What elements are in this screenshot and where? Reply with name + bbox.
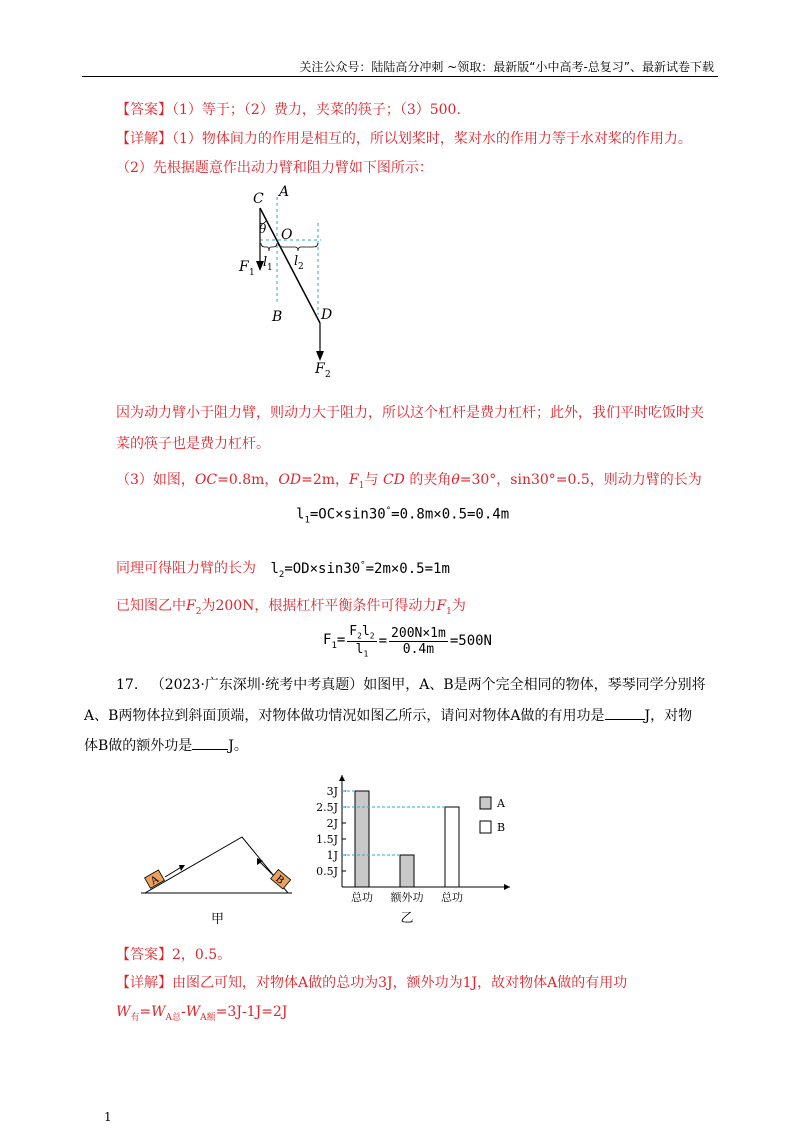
eq-w: W — [116, 1004, 131, 1020]
formula-l2-body: =OD×sin30 — [284, 560, 361, 577]
answer-blank-2[interactable] — [192, 749, 228, 750]
q17-answer-text: 2，0.5。 — [172, 947, 232, 963]
eq-you: 有 — [130, 1012, 140, 1023]
formula-l1-result: =0.8m×0.5=0.4m — [391, 506, 510, 523]
page-number: 1 — [104, 1110, 112, 1124]
y-tick-label: 3J — [326, 785, 338, 798]
label-c: C — [253, 191, 264, 207]
known-f2-sub: 2 — [195, 606, 202, 617]
work-bar-chart — [300, 770, 530, 930]
formula-l1-deg: ° — [385, 506, 392, 516]
y-tick-label: 1J — [326, 849, 338, 862]
q17-source: （2023·广东深圳·统考中考真题） — [150, 677, 364, 693]
part3-oc: OC — [194, 472, 218, 488]
header-divider — [82, 76, 718, 77]
q17-answer-line — [116, 945, 231, 965]
q17-stem-3-text: 体B做的额外功是 — [84, 738, 193, 754]
q16-part3 — [116, 470, 702, 496]
q17-stem-3-unit: J。 — [228, 738, 248, 754]
formula-l2-result: =2m×0.5=1m — [365, 560, 450, 577]
q17-detail-text: 由图乙可知，对物体A做的总功为3J，额外功为1J，故对物体A做的有用功 — [172, 975, 628, 991]
svg-text:A: A — [149, 874, 161, 888]
x-axis-arrow — [504, 884, 510, 890]
part3-cd: CD — [382, 472, 405, 488]
incline-figure — [135, 825, 300, 930]
label-d: D — [321, 307, 333, 323]
q16-detail-line-2: （2）先根据题意作出动力臂和阻力臂如下图所示： — [116, 160, 433, 176]
q17-stem-1-text: 如图甲，A、B是两个完全相同的物体，琴琴同学分别将 — [363, 677, 706, 693]
label-f1-sub: 1 — [249, 268, 255, 278]
bar-b — [445, 807, 459, 887]
final-fraction-2: $\frac{200N\times 1m}{0.4m}$ — [391, 625, 446, 657]
part3-prefix: （3）如图， — [116, 472, 195, 488]
formula-l1-l: l — [296, 506, 305, 523]
formula-l1-body: =OC×sin30 — [309, 506, 386, 523]
block-b — [270, 869, 291, 889]
q16-explain-2: 菜的筷子也是费力杠杆。 — [116, 436, 270, 452]
part3-od: OD — [278, 472, 302, 488]
eq-a-zong: A总 — [165, 1012, 182, 1023]
incline-triangle — [145, 837, 288, 893]
final-result: =500N — [449, 633, 492, 650]
label-l1-sub: 1 — [267, 263, 273, 273]
answer-tag: 【答案】 — [116, 102, 172, 118]
part3-theta: θ — [451, 472, 460, 488]
q17-number: 17. — [116, 677, 139, 693]
x-tick-label: 总功 — [441, 891, 463, 904]
l2-brace — [278, 243, 318, 251]
legend-label-b: B — [497, 821, 506, 834]
formula-l2-l: l — [270, 560, 279, 577]
q16-same-line — [116, 555, 450, 584]
svg-text:B: B — [273, 873, 286, 887]
f2-arrow-head — [316, 351, 324, 361]
q17-answer-tag: 【答案】 — [116, 947, 172, 963]
q16-detail-line-1 — [116, 129, 692, 149]
x-tick-label: 额外功 — [390, 891, 424, 904]
label-a: A — [279, 184, 290, 200]
label-f2-sub: 2 — [325, 370, 331, 378]
y-tick-label: 1.5J — [316, 833, 338, 846]
q17-detail-line — [116, 973, 627, 993]
bar-a — [355, 791, 369, 887]
q16-answer-line — [116, 100, 461, 120]
label-b: B — [272, 309, 283, 325]
label-theta: θ — [259, 222, 267, 236]
part3-oc-val: =0.8m， — [217, 472, 279, 488]
legend-swatch-a — [480, 797, 491, 809]
final-fraction-1: $\frac{F_2l_2}{l_1}$ — [349, 624, 375, 659]
label-o: O — [281, 227, 293, 243]
formula-l2-sub: 2 — [278, 569, 285, 580]
known-f2: F — [186, 598, 196, 614]
detail-tag: 【详解】 — [116, 131, 172, 147]
answer-blank-1[interactable] — [605, 719, 645, 720]
q17-stem-1 — [116, 675, 706, 695]
q17-stem-2-text: A、B两物体拉到斜面顶端，对物体做功情况如图乙所示，请问对物体A做的有用功是 — [84, 708, 605, 724]
eq-eq: =W — [139, 1004, 166, 1020]
label-l2: l — [294, 254, 299, 269]
label-f2: F — [315, 361, 325, 377]
formula-l1 — [296, 506, 509, 525]
q16-known-line — [116, 596, 466, 622]
y-tick-label: 2.5J — [316, 801, 338, 814]
known-f1-sub: 1 — [446, 606, 452, 617]
known-f1: F — [436, 598, 447, 614]
x-tick-label: 总功 — [351, 891, 373, 904]
part3-rest: =30°，sin30°=0.5，则动力臂的长为 — [459, 472, 702, 488]
lever-diagram — [225, 183, 345, 378]
part3-od-val: =2m， — [301, 472, 350, 488]
formula-l2-deg: ° — [360, 560, 366, 570]
detail-text: （1）物体间力的作用是相互的，所以划桨时，桨对水的作用力等于水对桨的作用力。 — [172, 131, 692, 147]
part3-f1-sub: 1 — [358, 480, 365, 491]
legend-label-a: A — [497, 797, 505, 810]
page-header: 关注公众号：陆陆高分冲刺 ~领取：最新版“小中高考-总复习”、最新试卷下载 — [299, 60, 714, 74]
block-a — [145, 870, 165, 889]
caption-jia: 甲 — [211, 912, 225, 927]
l1-brace — [261, 243, 277, 251]
known-1: 已知图乙中 — [116, 598, 186, 614]
q17-detail-tag: 【详解】 — [116, 975, 172, 991]
known-3: 为 — [451, 598, 466, 614]
formula-l2 — [270, 560, 450, 580]
eq-minus: -W — [181, 1004, 201, 1020]
part3-with: 与 — [364, 472, 379, 488]
known-2: 为200N，根据杠杆平衡条件可得动力 — [201, 598, 437, 614]
label-l1: l — [263, 255, 268, 270]
eq-a-e: A额 — [200, 1012, 216, 1023]
q17-equation — [116, 1002, 287, 1028]
answer-text: （1）等于；（2）费力，夹菜的筷子；（3）500. — [172, 102, 461, 118]
q17-stem-3 — [84, 736, 248, 756]
formula-l1-sub: 1 — [304, 515, 310, 526]
legend-swatch-b — [480, 821, 491, 833]
q17-stem-2 — [84, 706, 692, 726]
same-text: 同理可得阻力臂的长为 — [116, 560, 256, 577]
formula-final: $F_1=$ $\frac{F_2l_2}{l_1}$ = $\frac{200N\times 1m}{0.4m}$ =500N — [323, 624, 492, 659]
caption-yi: 乙 — [400, 911, 414, 926]
q17-stem-2-unit: J，对物 — [644, 708, 693, 724]
final-lhs: $F_1=$ — [323, 631, 346, 651]
q16-explain-1: 因为动力臂小于阻力臂，则动力大于阻力，所以这个杠杆是费力杠杆；此外，我们平时吃饭时夹 — [116, 405, 704, 421]
y-tick-label: 0.5J — [316, 865, 338, 878]
label-f1: F — [239, 259, 249, 275]
part3-angle: 的夹角 — [409, 472, 452, 488]
part3-f1: F — [349, 472, 359, 488]
arrow-b — [259, 861, 273, 875]
bar-a — [400, 855, 414, 887]
eq-rest: =3J-1J=2J — [215, 1004, 288, 1020]
label-l2-sub: 2 — [298, 262, 304, 272]
y-tick-label: 2J — [326, 817, 338, 830]
y-axis-arrow — [339, 775, 345, 781]
